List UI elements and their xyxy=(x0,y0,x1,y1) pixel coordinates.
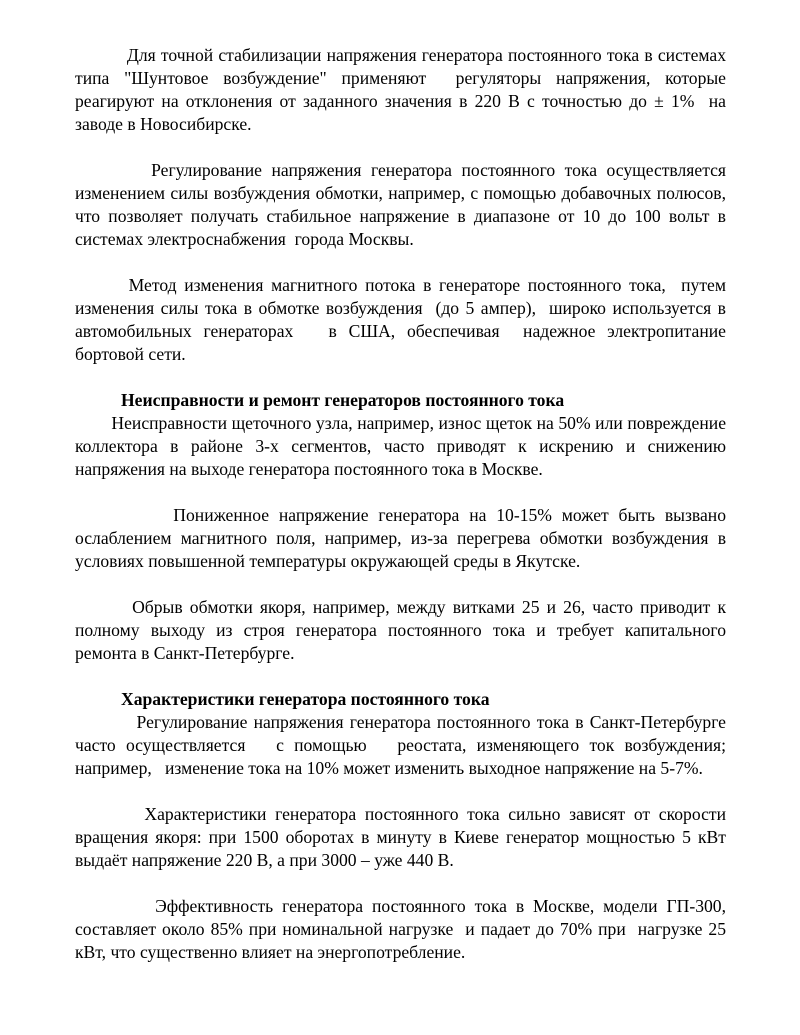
section-heading-faults-repair: Неисправности и ремонт генераторов постоянного тока xyxy=(121,390,565,410)
paragraph-spacer xyxy=(75,366,726,389)
paragraph-efficiency: Эффективность генератора постоянного тока в Москве, модели ГП-300, составляет около 85% при номинальной нагрузке и падает до 70% при нагрузке 25 кВт, что существенно влияет на энергопотребление. xyxy=(75,896,731,962)
paragraph-spacer xyxy=(75,481,726,504)
paragraph-brush-faults: Неисправности щеточного узла, например, износ щеток на 50% или повреждение коллектора в районе 3-х сегментов, часто приводят к искрению и снижению напряжения на выходе генератора постоянного тока в Москве. xyxy=(75,413,731,479)
document-page xyxy=(75,44,740,964)
paragraph-armature-break: Обрыв обмотки якоря, например, между витками 25 и 26, часто приводит к полному выходу из строя генератора постоянного тока и требует капитального ремонта в Санкт-Петербурге. xyxy=(75,597,731,663)
paragraph-voltage-stabilization: Для точной стабилизации напряжения генератора постоянного тока в системах типа "Шунтовое возбуждение" применяют регуляторы напряжения, которые реагируют на отклонения от заданного значения в 220 В с точностью до ± 1% на заводе в Новосибирске. xyxy=(75,45,731,134)
paragraph-magnetic-flux-method: Метод изменения магнитного потока в генераторе постоянного тока, путем изменения силы тока в обмотке возбуждения (до 5 ампер), широко используется в автомобильных генераторах в США, обеспечивая надежное электропитание бортовой сети. xyxy=(75,275,731,364)
paragraph-spacer xyxy=(75,780,726,803)
paragraph-spacer xyxy=(75,136,726,159)
paragraph-spacer xyxy=(75,872,726,895)
section-heading-characteristics: Характеристики генератора постоянного тока xyxy=(121,689,490,709)
paragraph-speed-dependence: Характеристики генератора постоянного тока сильно зависят от скорости вращения якоря: при 1500 оборотах в минуту в Киеве генератор мощностью 5 кВт выдаёт напряжение 220 В, а при 3000 – уже 440 В. xyxy=(75,804,731,870)
paragraph-rheostat-regulation: Регулирование напряжения генератора постоянного тока в Санкт-Петербурге часто осуществляется с помощью реостата, изменяющего ток возбуждения; например, изменение тока на 10% может изменить выходное напряжение на 5-7%. xyxy=(75,712,740,778)
paragraph-spacer xyxy=(75,251,726,274)
paragraph-voltage-regulation: Регулирование напряжения генератора постоянного тока осуществляется изменением силы возбуждения обмотки, например, с помощью добавочных полюсов, что позволяет получать стабильное напряжение в диапазоне от 10 до 100 вольт в системах электроснабжения города Москвы. xyxy=(75,160,731,249)
paragraph-spacer xyxy=(75,573,726,596)
paragraph-reduced-voltage: Пониженное напряжение генератора на 10-15% может быть вызвано ослаблением магнитного поля, например, из-за перегрева обмотки возбуждения в условиях повышенной температуры окружающей среды в Якутске. xyxy=(75,505,731,571)
paragraph-spacer xyxy=(75,665,726,688)
